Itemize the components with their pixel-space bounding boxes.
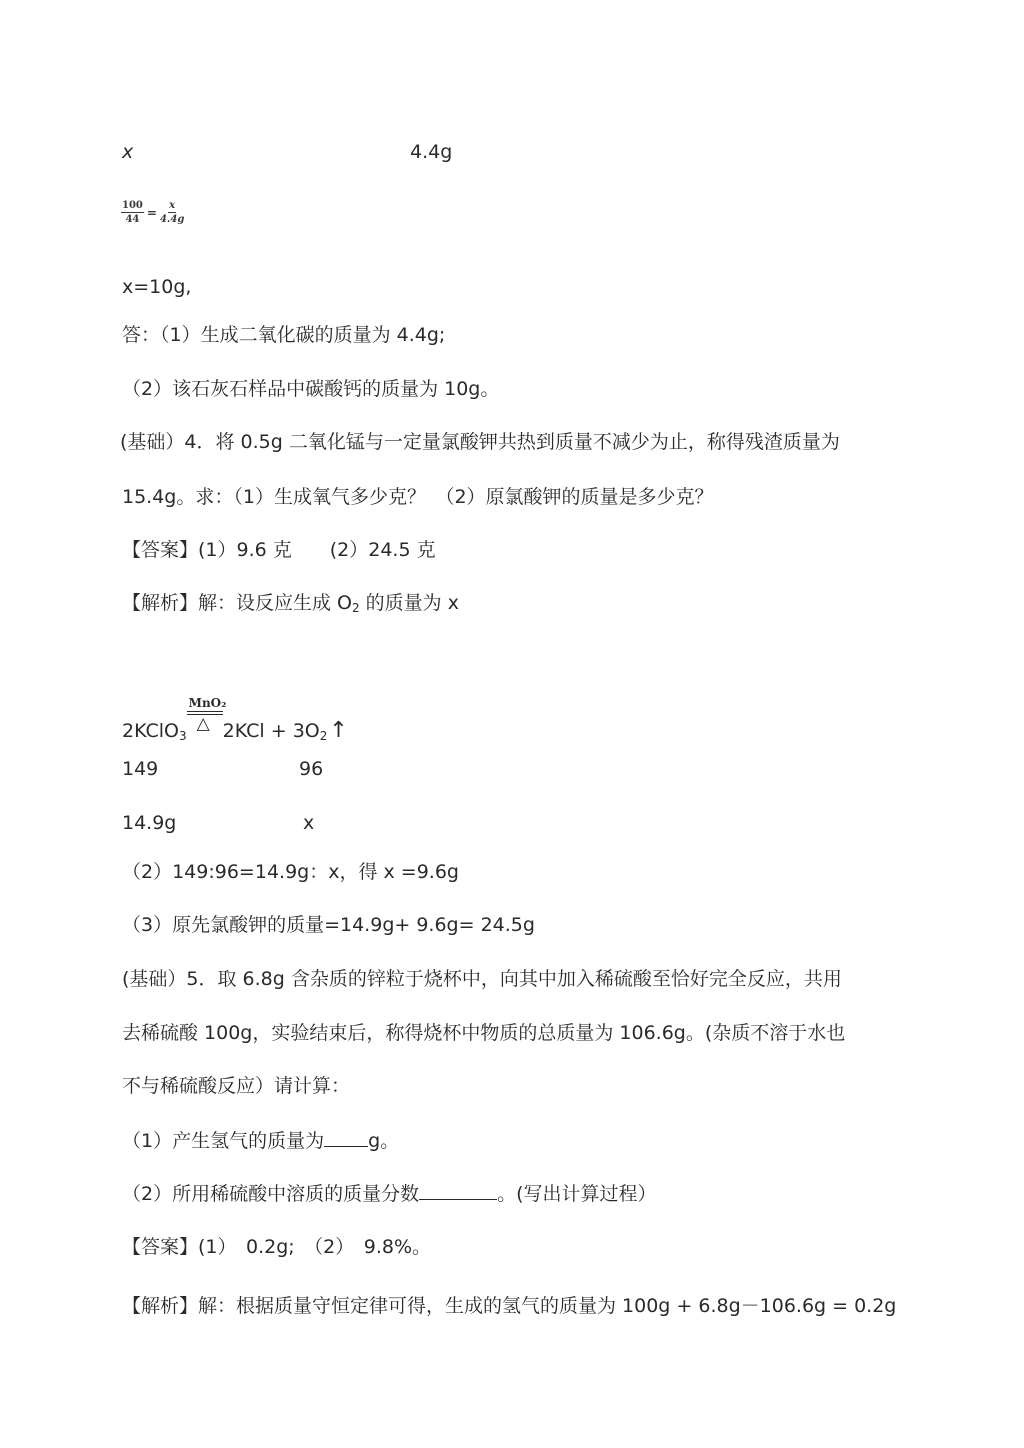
unknown-x: x <box>303 812 315 834</box>
question-4-line-1: (基础）4．将 0.5g 二氧化锰与一定量氯酸钾共热到质量不减少为止，称得残渣质量为 <box>120 431 840 453</box>
question-4-answer: 【答案】(1）9.6 克 (2）24.5 克 <box>122 539 436 561</box>
question-4-analysis <box>122 591 459 620</box>
question-4-line-2: 15.4g。求：（1）生成氧气多少克？ （2）原氯酸钾的质量是多少克？ <box>122 486 714 508</box>
molar-mass-96: 96 <box>299 758 324 780</box>
reactant-subscript: 3 <box>179 729 187 743</box>
mass-14-9g: 14.9g <box>122 812 177 834</box>
calculation-step-2: （2）149:96=14.9g：x，得 x =9.6g <box>122 861 459 883</box>
question-5-analysis: 【解析】解：根据质量守恒定律可得，生成的氢气的质量为 100g + 6.8g－106.6g = 0.2g <box>122 1295 897 1317</box>
fraction-right-denominator: 4.4g <box>159 214 185 225</box>
result-x-10g: x=10g, <box>122 276 192 298</box>
fraction-right-numerator: x <box>169 200 176 211</box>
part-1-text: （1）产生氢气的质量为 <box>122 1130 325 1152</box>
answer-blank-2 <box>419 1181 497 1200</box>
question-5-line-3: 不与稀硫酸反应）请计算： <box>122 1075 351 1097</box>
product-subscript: 2 <box>319 729 328 743</box>
reactant-kclo3: 2KClO <box>122 720 180 742</box>
question-5-part-2 <box>122 1181 657 1206</box>
heat-symbol: △ <box>196 714 210 734</box>
part-2-note: 。(写出计算过程） <box>497 1183 657 1205</box>
products-kcl-o2: 2KCl + 3O <box>222 720 320 742</box>
answer-line-2: （2）该石灰石样品中碳酸钙的质量为 10g。 <box>122 378 500 400</box>
mass-4-4g-label: 4.4g <box>410 141 453 163</box>
question-5-line-1: (基础）5．取 6.8g 含杂质的锌粒于烧杯中，向其中加入稀硫酸至恰好完全反应，共用 <box>122 968 842 990</box>
answer-line-1: 答：（1）生成二氧化碳的质量为 4.4g; <box>122 324 446 346</box>
analysis-text-end: 的质量为 x <box>359 592 459 614</box>
fraction-left-numerator: 100 <box>122 200 143 211</box>
question-5-line-2: 去稀硫酸 100g，实验结束后，称得烧杯中物质的总质量为 106.6g。(杂质不溶于水也 <box>122 1022 846 1044</box>
question-5-answer: 【答案】(1） 0.2g; （2） 9.8%。 <box>122 1236 432 1258</box>
fraction-equals: = <box>146 205 157 220</box>
calculation-step-3: （3）原先氯酸钾的质量=14.9g+ 9.6g= 24.5g <box>122 914 535 936</box>
analysis-text-start: 【解析】解：设反应生成 O <box>122 592 352 614</box>
ratio-fraction <box>121 200 184 225</box>
molar-mass-149: 149 <box>122 758 159 780</box>
catalyst-mno2: MnO₂ <box>188 696 227 710</box>
variable-x-label: x <box>122 141 134 163</box>
reaction-condition <box>187 696 227 737</box>
oxygen-subscript: 2 <box>352 601 360 615</box>
fraction-left-denominator: 44 <box>125 214 140 225</box>
part-1-unit: g。 <box>368 1130 400 1152</box>
part-2-text: （2）所用稀硫酸中溶质的质量分数 <box>122 1183 420 1205</box>
answer-blank-1 <box>324 1128 368 1147</box>
gas-arrow: ↑ <box>329 718 348 743</box>
chemical-equation <box>122 696 348 748</box>
question-5-part-1 <box>122 1128 399 1153</box>
